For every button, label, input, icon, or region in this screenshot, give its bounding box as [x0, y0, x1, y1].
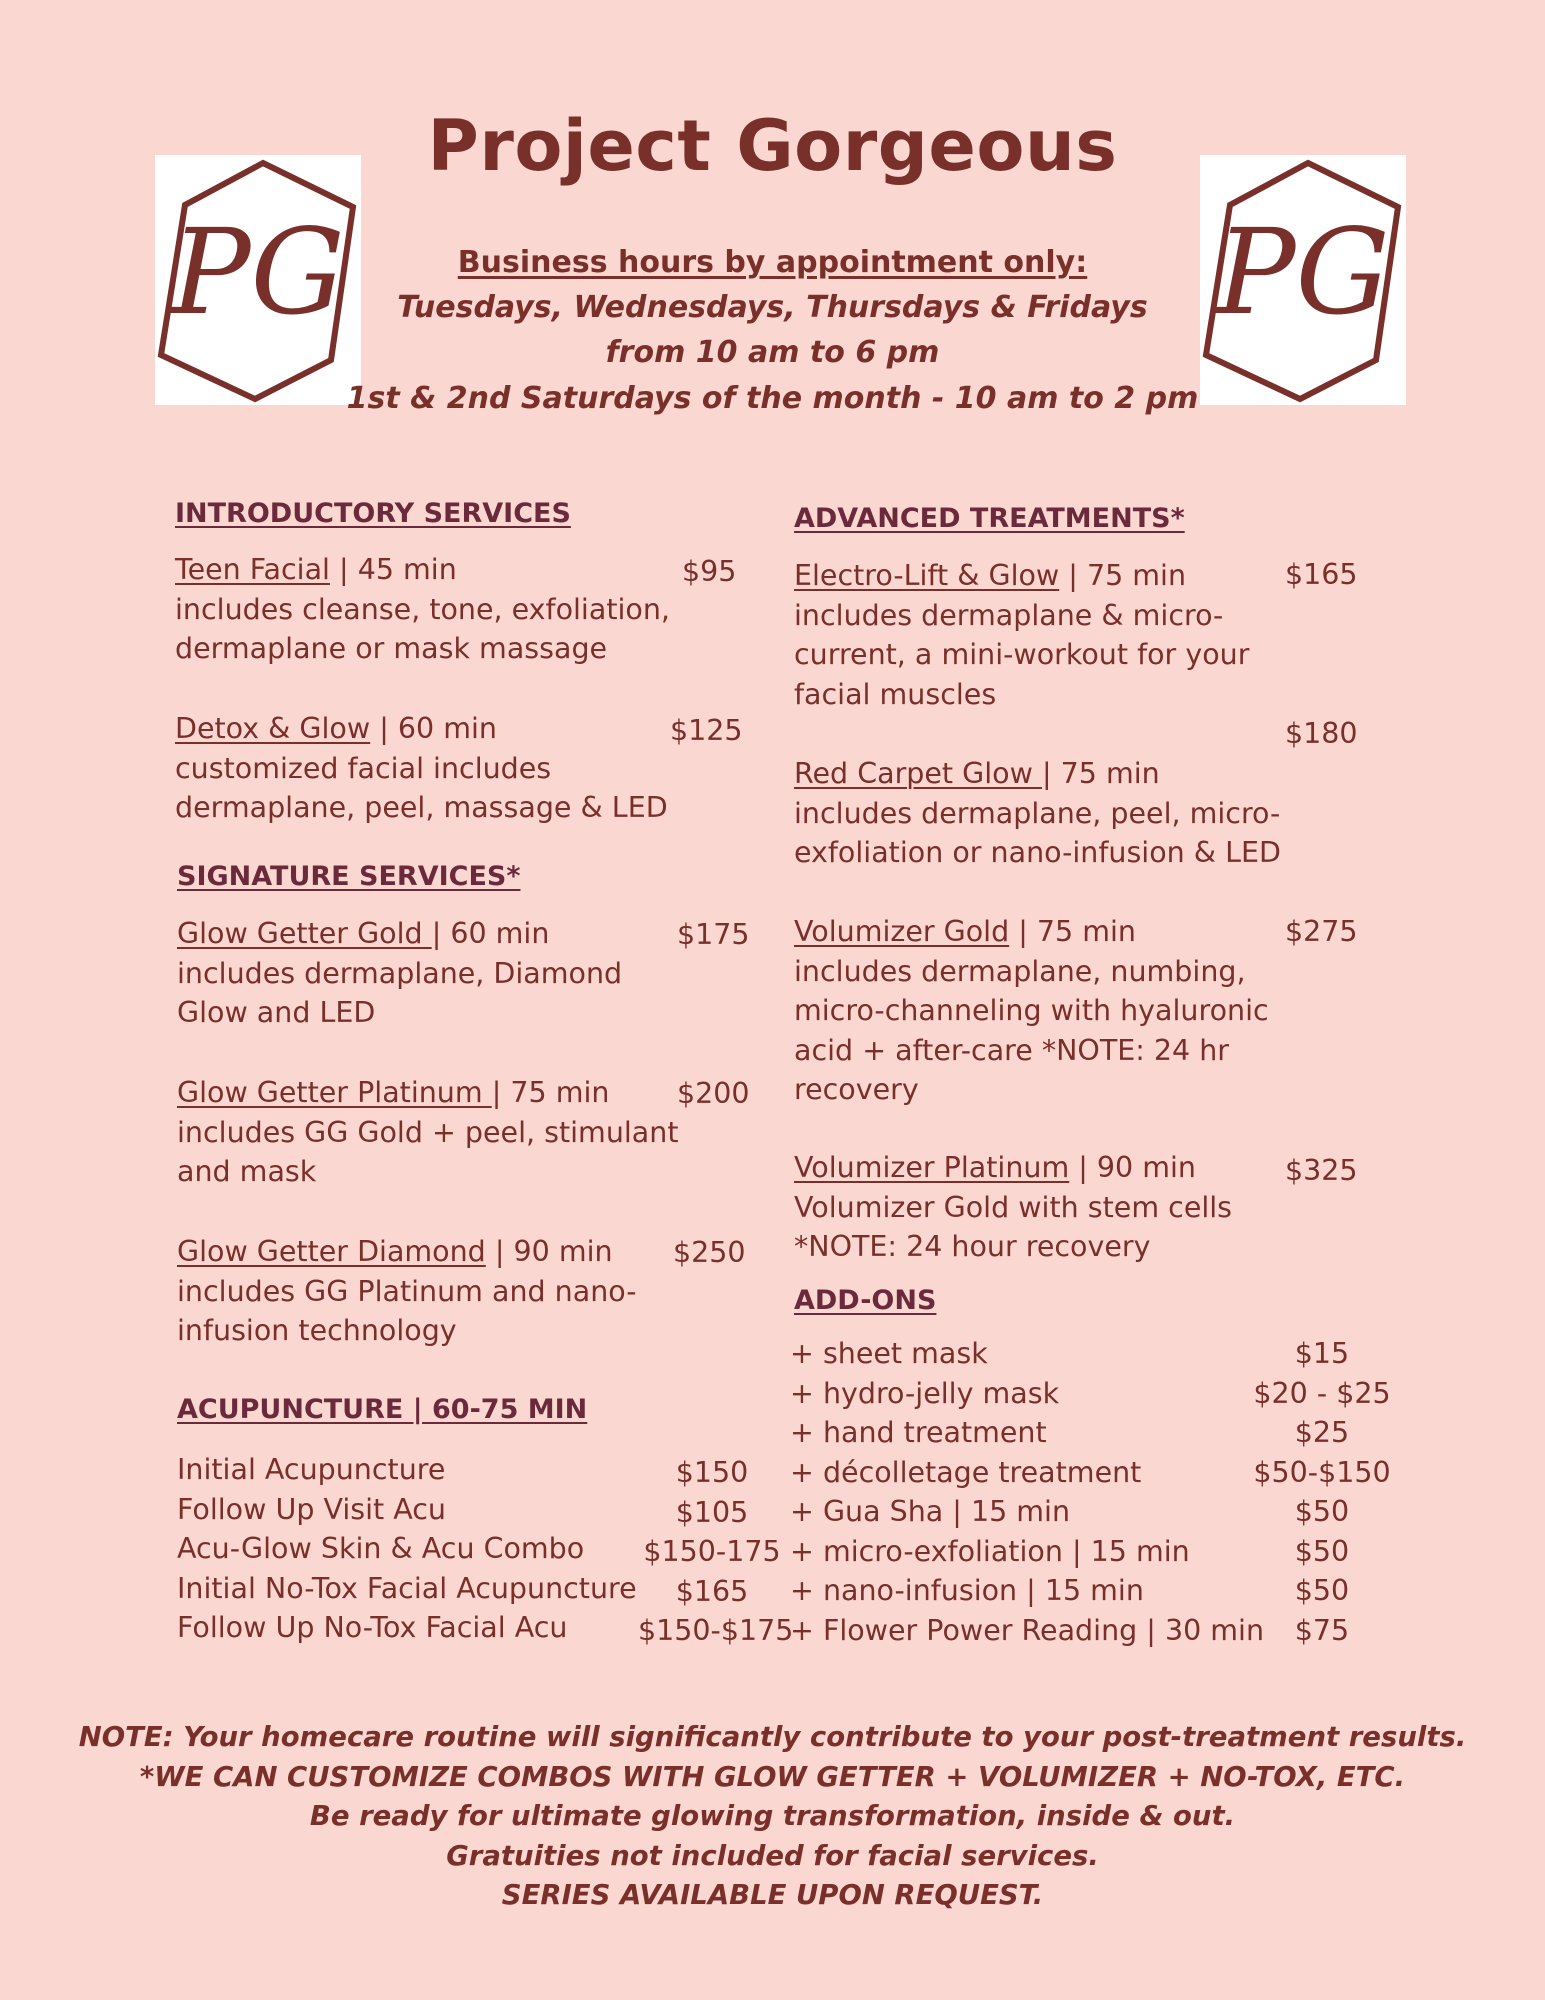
service-name: Volumizer Platinum — [794, 1151, 1070, 1184]
note-line: *WE CAN CUSTOMIZE COMBOS WITH GLOW GETTER + VOLUMIZER + NO-TOX, ETC. — [139, 1760, 1406, 1793]
section-heading-addons: ADD-ONS — [794, 1285, 937, 1316]
acupuncture-price: $165 — [675, 1574, 749, 1608]
service-desc: current, a mini-workout for your — [794, 638, 1250, 671]
service-desc: includes GG Gold + peel, stimulant — [177, 1115, 679, 1149]
service-item — [175, 709, 668, 828]
service-duration: | 75 min — [1059, 559, 1187, 592]
service-price: $175 — [677, 918, 750, 951]
addon-item: + sheet mask — [790, 1337, 988, 1370]
service-desc: includes dermaplane, numbing, — [794, 954, 1246, 988]
acupuncture-prices — [638, 1453, 794, 1651]
hours-line: from 10 am to 6 pm — [605, 335, 940, 370]
addon-price: $15 — [1294, 1337, 1350, 1370]
service-price: $200 — [677, 1077, 750, 1110]
service-desc: facial muscles — [794, 677, 997, 711]
service-name: Red Carpet Glow — [794, 757, 1042, 790]
service-item — [177, 1073, 679, 1192]
service-desc: recovery — [794, 1073, 919, 1106]
service-desc: infusion technology — [177, 1314, 457, 1347]
section-heading-introductory: INTRODUCTORY SERVICES — [175, 498, 571, 529]
service-duration: | 60 min — [370, 712, 497, 745]
service-item — [175, 550, 670, 669]
acupuncture-item: Follow Up No-Tox Facial Acu — [177, 1611, 568, 1644]
service-desc: micro-channeling with hyaluronic — [794, 994, 1269, 1027]
svg-text:PG: PG — [1216, 203, 1390, 341]
service-name: Volumizer Gold — [794, 915, 1010, 948]
service-desc: includes GG Platinum and nano- — [177, 1274, 637, 1308]
service-item — [177, 914, 622, 1033]
addon-price: $50 — [1294, 1534, 1350, 1568]
acupuncture-item: Acu-Glow Skin & Acu Combo — [177, 1532, 585, 1565]
service-price: $180 — [1285, 717, 1358, 750]
svg-text:PG: PG — [171, 203, 345, 341]
service-item — [794, 754, 1281, 873]
service-name: Glow Getter Platinum — [177, 1076, 492, 1109]
addon-price: $25 — [1294, 1416, 1350, 1449]
service-price: $125 — [670, 714, 743, 747]
addon-price: $20 - $25 — [1253, 1376, 1391, 1410]
service-duration: | 75 min — [491, 1076, 610, 1109]
service-name: Electro-Lift & Glow — [794, 559, 1060, 592]
service-duration: | 75 min — [1041, 757, 1160, 790]
section-heading-acupuncture: ACUPUNCTURE | 60-75 MIN — [177, 1394, 588, 1425]
note-line: NOTE: Your homecare routine will significantly contribute to your post-treatment results. — [78, 1721, 1467, 1753]
hours-heading: Business hours by appointment only: — [457, 245, 1088, 280]
service-desc: dermaplane or mask massage — [175, 632, 608, 665]
service-duration: | 75 min — [1009, 915, 1136, 948]
service-name: Glow Getter Gold — [177, 917, 432, 950]
service-item — [794, 912, 1269, 1110]
addon-item: + Gua Sha | 15 min — [790, 1495, 1071, 1528]
service-duration: | 90 min — [485, 1235, 613, 1268]
service-desc: Volumizer Gold with stem cells — [794, 1190, 1233, 1224]
service-desc: acid + after-care *NOTE: 24 hr — [794, 1033, 1230, 1067]
service-desc: customized facial includes — [175, 751, 552, 785]
addon-item: + Flower Power Reading | 30 min — [790, 1613, 1265, 1647]
acupuncture-item: Follow Up Visit Acu — [177, 1492, 446, 1526]
addon-item: + hydro-jelly mask — [790, 1376, 1060, 1410]
addon-item: + micro-exfoliation | 15 min — [790, 1534, 1190, 1568]
acupuncture-price: $150 — [675, 1456, 749, 1489]
acupuncture-item: Initial No-Tox Facial Acupuncture — [177, 1571, 637, 1605]
addon-price: $50 — [1294, 1495, 1350, 1528]
addon-price: $50 — [1294, 1574, 1350, 1607]
service-desc: exfoliation or nano-infusion & LED — [794, 836, 1281, 869]
service-name: Teen Facial — [175, 553, 330, 586]
section-heading-advanced: ADVANCED TREATMENTS* — [794, 503, 1185, 534]
service-duration: | 45 min — [329, 553, 457, 586]
service-desc: includes dermaplane, Diamond — [177, 956, 623, 990]
service-price: $95 — [682, 555, 737, 588]
acupuncture-price: $150-175 — [643, 1535, 781, 1568]
note-line: SERIES AVAILABLE UPON REQUEST. — [501, 1879, 1044, 1911]
note-line: Be ready for ultimate glowing transformation, inside & out. — [309, 1800, 1236, 1832]
acupuncture-list — [177, 1450, 637, 1648]
acupuncture-item: Initial Acupuncture — [177, 1453, 446, 1486]
addon-item: + hand treatment — [790, 1416, 1047, 1449]
service-price: $250 — [673, 1236, 746, 1269]
service-desc: *NOTE: 24 hour recovery — [794, 1230, 1151, 1263]
hours-line: Tuesdays, Wednesdays, Thursdays & Fridays — [397, 290, 1148, 325]
acupuncture-price: $150-$175 — [638, 1614, 794, 1647]
service-name: Glow Getter Diamond — [177, 1235, 486, 1268]
addon-item: + décolletage treatment — [790, 1455, 1142, 1489]
service-desc: includes cleanse, tone, exfoliation, — [175, 592, 670, 626]
addon-price: $50-$150 — [1253, 1455, 1391, 1489]
service-duration: | 90 min — [1069, 1151, 1196, 1184]
addons-prices — [1248, 1334, 1396, 1650]
service-item — [794, 1148, 1232, 1267]
service-desc: and mask — [177, 1155, 317, 1188]
service-item — [177, 1232, 637, 1351]
service-desc: includes dermaplane, peel, micro- — [794, 796, 1281, 830]
addon-item: + nano-infusion | 15 min — [790, 1574, 1144, 1607]
service-item — [794, 556, 1249, 714]
service-desc: Glow and LED — [177, 996, 376, 1029]
service-price: $275 — [1285, 915, 1358, 948]
note-line: Gratuities not included for facial services. — [446, 1839, 1099, 1872]
section-heading-signature: SIGNATURE SERVICES* — [177, 861, 521, 892]
addon-price: $75 — [1294, 1613, 1350, 1647]
acupuncture-price: $105 — [675, 1495, 749, 1529]
service-name: Detox & Glow — [175, 712, 371, 745]
footer-notes — [0, 1718, 1545, 1916]
service-desc: dermaplane, peel, massage & LED — [175, 791, 668, 824]
service-duration: | 60 min — [431, 917, 550, 950]
service-price: $165 — [1285, 558, 1358, 591]
page-title: Project Gorgeous — [427, 105, 1118, 187]
hours-line: 1st & 2nd Saturdays of the month - 10 am to 2 pm — [346, 381, 1199, 416]
addons-list — [790, 1334, 1264, 1650]
service-desc: includes dermaplane & micro- — [794, 598, 1224, 632]
service-price: $325 — [1285, 1154, 1358, 1187]
